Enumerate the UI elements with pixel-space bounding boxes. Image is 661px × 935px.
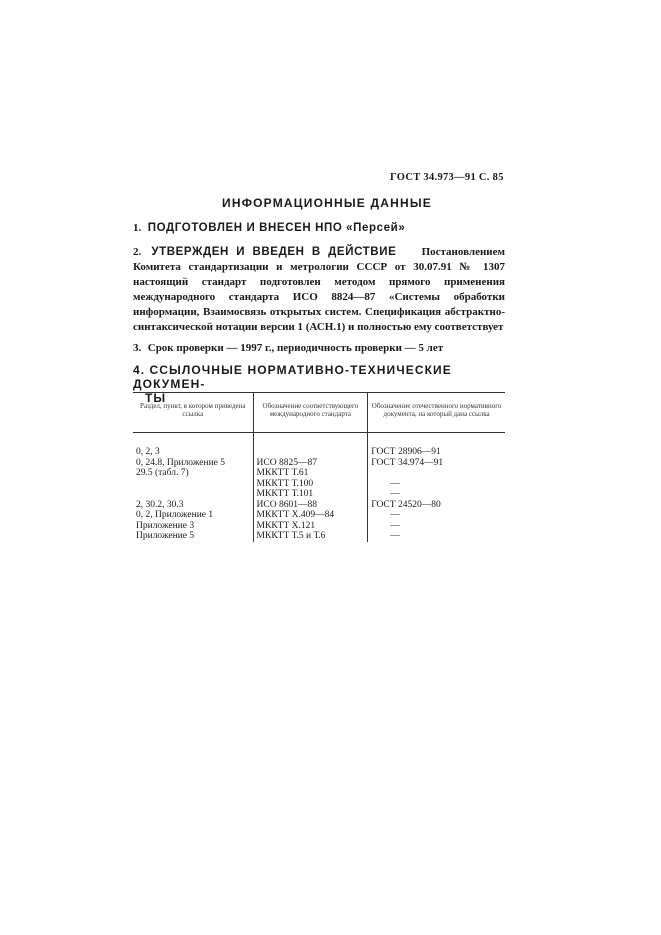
section-2 <box>133 245 505 335</box>
table-cell: МККТТ Т.101 <box>253 489 368 500</box>
column-header-section: Раздел, пункт, в котором приведена ссылка <box>133 393 253 433</box>
table-cell: МККТТ Х.121 <box>253 521 368 532</box>
section-heading-line-2: ТЫ <box>145 391 167 405</box>
table-cell: 2, 30.2, 30.3 <box>136 499 184 510</box>
table-row <box>133 489 505 500</box>
table-cell: — <box>368 479 505 490</box>
table-cell: ИСО 8825—87 <box>253 458 368 469</box>
table-cell <box>253 433 368 458</box>
table-cell: 29.5 (табл. 7) <box>136 468 189 478</box>
table-cell: ГОСТ 34.974—91 <box>368 458 505 469</box>
table-row <box>133 521 505 532</box>
section-heading: УТВЕРЖДЕН И ВВЕДЕН В ДЕЙСТВИЕ <box>151 246 397 258</box>
table-row <box>133 433 505 458</box>
table-cell: МККТТ Т.5 и Т.6 <box>253 531 368 542</box>
table-cell: — <box>368 510 505 521</box>
table-row <box>133 458 505 469</box>
column-header-intl-standard: Обозначение соответствующего международного стандарта <box>253 393 368 433</box>
section-number: 3. <box>133 342 142 354</box>
section-heading: ПОДГОТОВЛЕН И ВНЕСЕН НПО «Персей» <box>147 222 406 234</box>
section-body <box>133 245 505 335</box>
section-number: 4. <box>133 363 146 377</box>
table-cell: МККТТ Т.61 <box>253 468 368 479</box>
table-cell: ИСО 8601—88 <box>253 500 368 511</box>
table-cell: Приложение 5 <box>136 531 195 541</box>
table-row <box>133 479 505 490</box>
table-row <box>133 510 505 521</box>
section-heading-line-1: 4. ССЫЛОЧНЫЕ НОРМАТИВНО-ТЕХНИЧЕСКИЕ ДОКУМЕН- <box>133 363 452 391</box>
table-cell: 0, 2, 3 <box>136 447 160 457</box>
table-cell <box>133 489 253 500</box>
section-3 <box>133 341 505 356</box>
column-header-national-document: Обозначение отечественного нормативного документа, на который дана ссылка <box>368 393 505 433</box>
section-text: Срок проверки — 1997 г., периодичность проверки — 5 лет <box>147 342 444 354</box>
table-cell <box>133 479 253 490</box>
table-cell: МККТТ Т.100 <box>253 479 368 490</box>
table-cell: — <box>368 521 505 532</box>
document-title: ИНФОРМАЦИОННЫЕ ДАННЫЕ <box>222 196 433 210</box>
table-cell: ГОСТ 24520—80 <box>368 500 505 511</box>
table-cell <box>368 468 505 479</box>
table-cell: — <box>368 489 505 500</box>
table-header-row <box>133 393 505 433</box>
section-number: 1. <box>133 222 142 234</box>
table-cell: 0, 2, Приложение 1 <box>136 510 214 520</box>
page-header: ГОСТ 34.973—91 С. 85 <box>390 172 504 183</box>
table-cell: ГОСТ 28906—91 <box>368 433 505 458</box>
section-1 <box>133 221 505 236</box>
section-number: 2. <box>133 246 142 258</box>
table-row <box>133 468 505 479</box>
table-cell: — <box>368 531 505 542</box>
table-cell: МККТТ Х.409—84 <box>253 510 368 521</box>
section-text: Постановлением Комитета стандартизации и метрологии СССР от 30.07.91 № 1307 настоящий стандарт подготовлен методом прямого применения международного стандарта ИСО 8824—87 «Системы обработки информации, Взаимосвязь открытых систем. Спецификация абстрактно-синтаксической нотации версии 1 (АСН.1) и полностью ему соответствует <box>133 246 506 333</box>
table-row <box>133 531 505 542</box>
table-cell: 0, 24.8, Приложение 5 <box>136 457 225 468</box>
table-cell: Приложение 3 <box>136 520 195 531</box>
references-table <box>133 392 505 542</box>
table-row <box>133 500 505 511</box>
